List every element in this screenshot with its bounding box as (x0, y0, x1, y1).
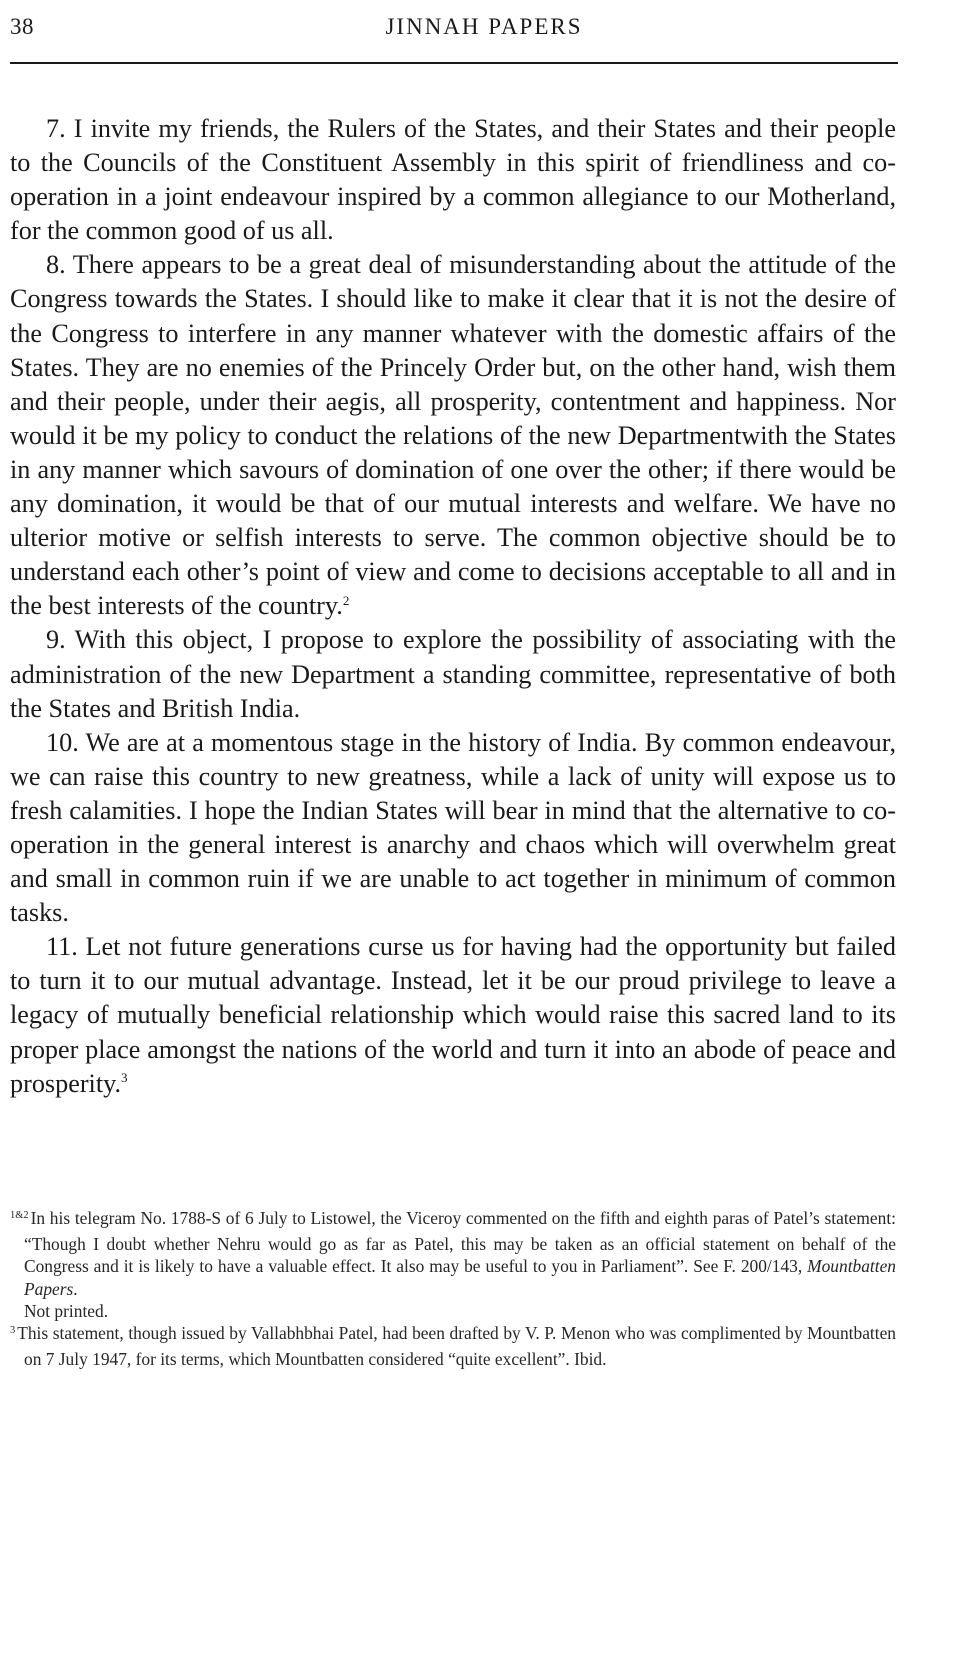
footnote-marker: 1&2 (10, 1209, 29, 1221)
footnote-3 (10, 1322, 896, 1370)
footnote-citation: Mountbatten Papers (24, 1256, 896, 1299)
footnote-1-2 (10, 1207, 896, 1322)
running-head (0, 0, 968, 70)
footnote-reference: 3 (121, 1070, 128, 1086)
footnote-marker: 3 (10, 1324, 16, 1336)
page-number: 38 (10, 14, 34, 39)
paragraph-8 (10, 248, 896, 623)
paragraph-9 (10, 623, 896, 725)
paragraph-11 (10, 930, 896, 1100)
paragraph-10 (10, 726, 896, 931)
paragraph-text: 8. There appears to be a great deal of misunderstanding about the attitude of the Congress towards the States. I should like to make it clear that it is not the desire of the Congress to interfere in any manner whatever with the domestic affairs of the States. They are no enemies of the Princely Order but, on the other hand, wish them and their people, under their aegis, all prosperity, contentment and happiness. Nor would it be my policy to conduct the relations of the new Departmentwith the States in any manner which savours of domination of one over the other; if there would be any domination, it would be that of our mutual interests and welfare. We have no ulterior motive or selfish interests to serve. The common objective should be to understand each other’s point of view and come to decisions acceptable to all and in the best interests of the country. (10, 250, 896, 621)
running-title: JINNAH PAPERS (385, 14, 583, 39)
footnote-text: In his telegram No. 1788-S of 6 July to Listowel, the Viceroy commented on the fifth and eighth paras of Patel’s statement: “Though I doubt whether Nehru would go as far as Patel, this may be taken as an official statement on behalf of the Congress and it is likely to have a valuable effect. It also may be useful to you in Parliament”. See F. 200/143, (24, 1208, 896, 1277)
footnote-continuation: Not printed. (24, 1300, 109, 1321)
footnote-punct: . (73, 1278, 78, 1299)
footnote-text: This statement, though issued by Vallabhbhai Patel, had been drafted by V. P. Menon who was complimented by Mountbatten on 7 July 1947, for its terms, which Mountbatten considered “quite excellent”. Ibid. (17, 1323, 896, 1370)
paragraph-text: 11. Let not future generations curse us for having had the opportunity but failed to turn it to our mutual advantage. Instead, let it be our proud privilege to leave a legacy of mutually beneficial relationship which would raise this sacred land to its proper place amongst the nations of the world and turn it into an abode of peace and prosperity. (10, 932, 896, 1098)
paragraph-text: 7. I invite my friends, the Rulers of the States, and their States and their people to the Councils of the Constituent Assembly in this spirit of friendliness and co-operation in a joint endeavour inspired by a common allegiance to our Motherland, for the common good of us all. (10, 114, 896, 246)
footnotes (10, 1207, 896, 1370)
header-rule (10, 62, 898, 64)
paragraph-text: 9. With this object, I propose to explore the possibility of associating with the administration of the new Department a standing committee, representative of both the States and British India. (10, 625, 896, 723)
body-text (10, 112, 896, 1101)
paragraph-text: 10. We are at a momentous stage in the history of India. By common endeavour, we can raise this country to new greatness, while a lack of unity will expose us to fresh calamities. I hope the Indian States will bear in mind that the alternative to co-operation in the general interest is anarchy and chaos which will overwhelm great and small in common ruin if we are unable to act together in minimum of common tasks. (10, 727, 896, 928)
footnote-reference: 2 (342, 593, 350, 609)
paragraph-7 (10, 112, 896, 248)
